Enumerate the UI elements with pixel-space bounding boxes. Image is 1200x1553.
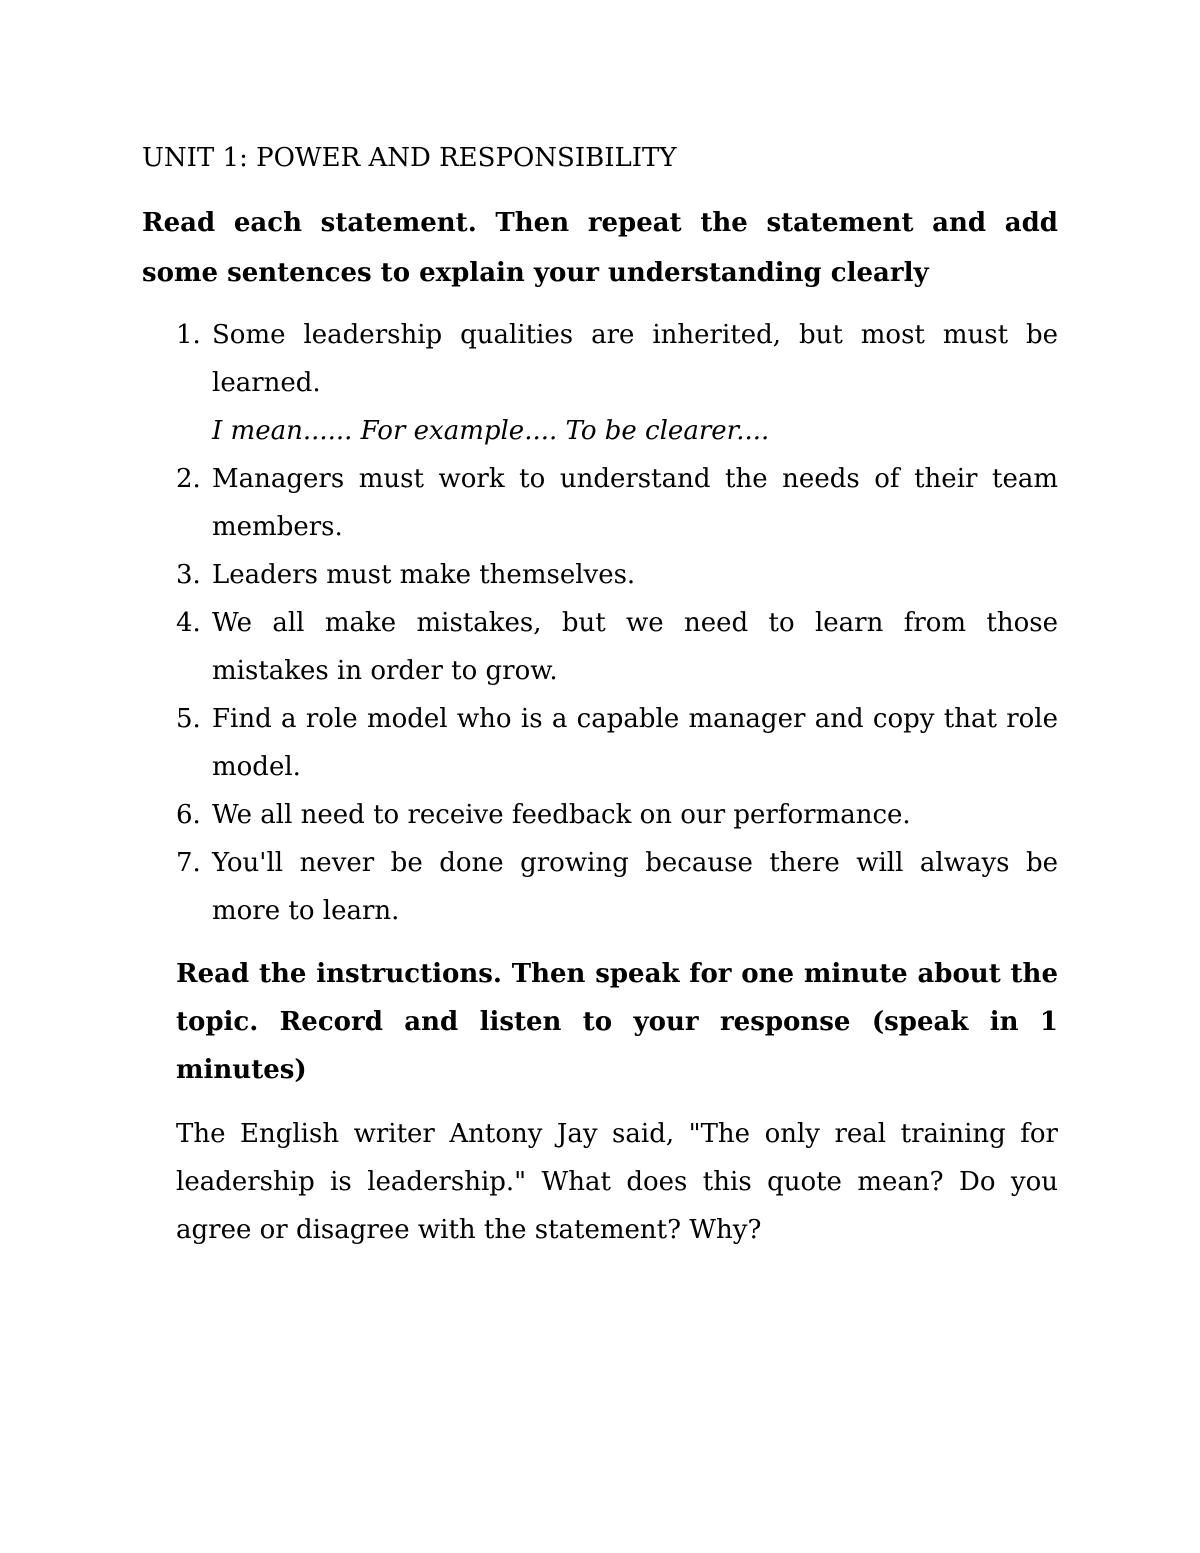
- statement-number: 5.: [176, 704, 201, 734]
- statement-text: You'll never be done growing because there will always be more to learn.: [212, 848, 1058, 926]
- list-item: [142, 791, 1058, 839]
- statement-text: We all make mistakes, but we need to learn from those mistakes in order to grow.: [212, 608, 1058, 686]
- speaking-instruction: Read the instructions. Then speak for one minute about the topic. Record and listen to your response (speak in 1 minutes): [176, 959, 1058, 1085]
- list-item: [142, 311, 1058, 455]
- statement-number: 7.: [176, 848, 201, 878]
- reading-instruction: Read each statement. Then repeat the statement and add some sentences to explain your understanding clearly: [142, 208, 1058, 288]
- statement-list: [142, 311, 1058, 935]
- list-item: [142, 455, 1058, 551]
- statement-number: 3.: [176, 560, 201, 590]
- statement-text: We all need to receive feedback on our performance.: [212, 800, 911, 830]
- unit-title: UNIT 1: POWER AND RESPONSIBILITY: [142, 143, 677, 173]
- list-item: [142, 599, 1058, 695]
- list-item: [142, 551, 1058, 599]
- statement-number: 6.: [176, 800, 201, 830]
- statement-number: 4.: [176, 608, 201, 638]
- statement-text: Leaders must make themselves.: [212, 560, 636, 590]
- statement-number: 2.: [176, 464, 201, 494]
- statement-text: Some leadership qualities are inherited, but most must be learned.: [212, 320, 1058, 398]
- list-item: [142, 839, 1058, 935]
- statement-text: Find a role model who is a capable manager and copy that role model.: [212, 704, 1058, 782]
- statement-text: Managers must work to understand the needs of their team members.: [212, 464, 1058, 542]
- speaking-topic: The English writer Antony Jay said, "The only real training for leadership is leadership." What does this quote mean? Do you agree or disagree with the statement? Why?: [176, 1119, 1058, 1245]
- response-prompt: I mean...... For example.... To be clearer....: [212, 416, 770, 446]
- statement-number: 1.: [176, 320, 201, 350]
- list-item: [142, 695, 1058, 791]
